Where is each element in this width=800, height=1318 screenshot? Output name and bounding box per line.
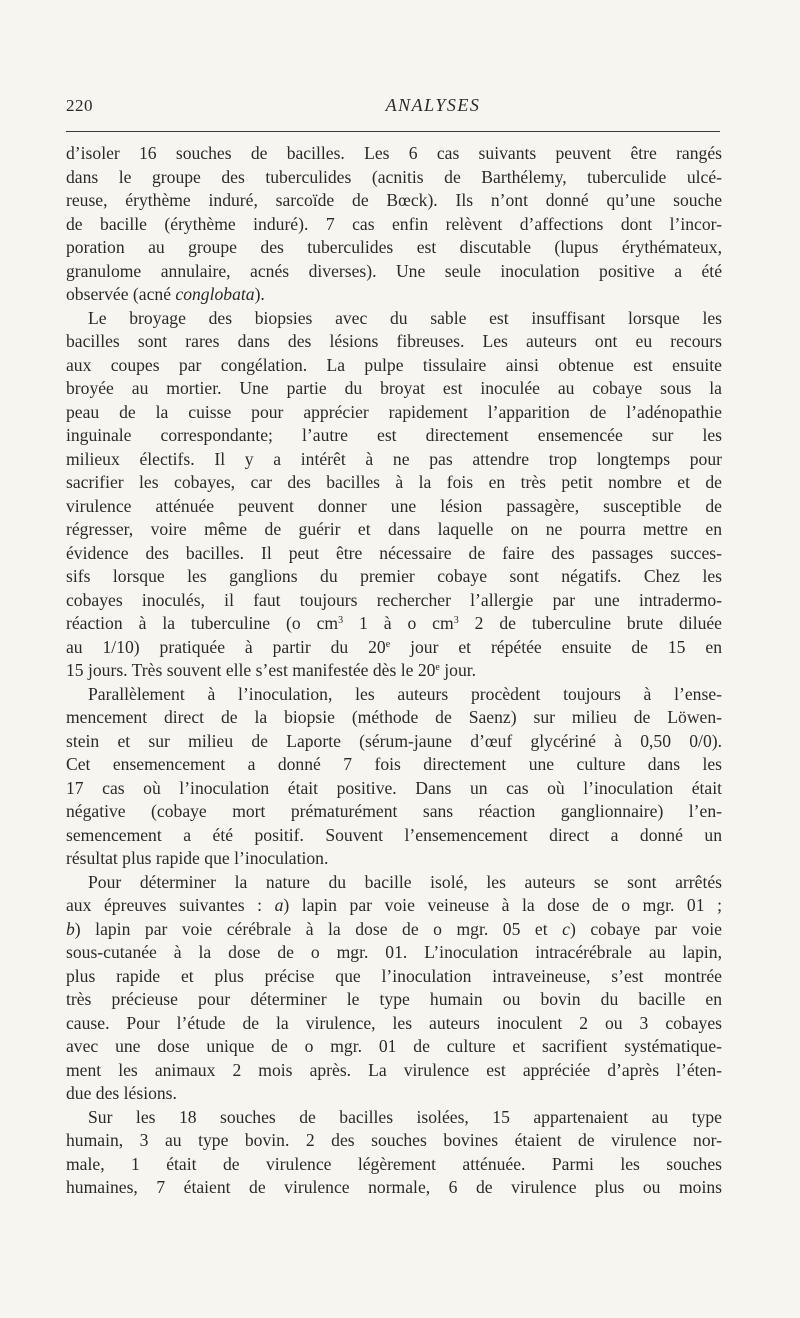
page-number: 220: [66, 96, 93, 115]
text-line: cobayes inoculés, il faut toujours rechercher l’allergie par une intradermo-: [66, 589, 722, 610]
text-run: jour.: [439, 660, 477, 680]
text-line: broyée au mortier. Une partie du broyat est inoculée au cobaye sous la: [66, 378, 722, 398]
text-line: 17 cas où l’inoculation était positive. Dans un cas où l’inoculation était: [66, 777, 722, 798]
text-line: mencement direct de la biopsie (méthode de Saenz) sur milieu de Löwen-: [66, 707, 722, 727]
text-line: très précieuse pour déterminer le type humain ou bovin du bacille en: [66, 989, 722, 1009]
text-run: ).: [254, 284, 265, 304]
italic-term: a: [274, 895, 284, 915]
text-line: due des lésions.: [66, 1083, 177, 1103]
text-run: ) cobaye par voie: [569, 918, 722, 939]
text-line: inguinale correspondante; l’autre est directement ensemencée sur les: [66, 425, 722, 445]
text-run: au 1/10) pratiquée à partir du 20: [66, 636, 386, 657]
text-line: cause. Pour l’étude de la virulence, les auteurs inoculent 2 ou 3 cobayes: [66, 1012, 722, 1033]
text-line: aux coupes par congélation. La pulpe tissulaire ainsi obtenue est ensuite: [66, 354, 722, 375]
text-run: 1 à o cm: [343, 613, 454, 633]
text-line: stein et sur milieu de Laporte (sérum-jaune d’œuf glycériné à 0,50 0/0).: [66, 730, 722, 751]
text-line: [66, 612, 722, 636]
text-run: 2 de tuberculine brute diluée: [458, 613, 722, 633]
text-line: évidence des bacilles. Il peut être nécessaire de faire des passages succes-: [66, 542, 722, 563]
text-line: virulence atténuée peuvent donner une lésion passagère, susceptible de: [66, 495, 722, 516]
superscript: 3: [453, 615, 459, 626]
text-line: male, 1 était de virulence légèrement atténuée. Parmi les souches: [66, 1153, 722, 1174]
running-title: ANALYSES: [385, 95, 481, 115]
text-line: Parallèlement à l’inoculation, les auteurs procèdent toujours à l’ense-: [88, 683, 722, 704]
text-line: milieux électifs. Il y a intérêt à ne pas attendre trop longtemps pour: [66, 448, 722, 469]
text-run: jour et répétée ensuite de 15 en: [390, 636, 722, 657]
text-line: de bacille (érythème induré). 7 cas enfin relèvent d’affections dont l’incor-: [66, 213, 722, 234]
text-line: Le broyage des biopsies avec du sable est insuffisant lorsque les: [88, 307, 722, 328]
italic-term: c: [562, 918, 570, 939]
text-run: 15 jours. Très souvent elle s’est manifestée dès le 20: [66, 660, 436, 680]
text-run: réaction à la tuberculine (o cm: [66, 613, 339, 633]
text-line: bacilles sont rares dans des lésions fibreuses. Les auteurs ont eu recours: [66, 331, 722, 351]
text-line: ment les animaux 2 mois après. La virulence est appréciée d’après l’éten-: [66, 1059, 722, 1080]
italic-term: conglobata: [175, 284, 255, 304]
italic-term: b: [66, 918, 75, 939]
text-line: Sur les 18 souches de bacilles isolées, 15 appartenaient au type: [88, 1106, 722, 1127]
text-line: avec une dose unique de o mgr. 01 de culture et sacrifient systématique-: [66, 1036, 722, 1056]
text-line: humain, 3 au type bovin. 2 des souches bovines étaient de virulence nor-: [66, 1130, 722, 1150]
text-line: reuse, érythème induré, sarcoïde de Bœck). Ils n’ont donné qu’une souche: [66, 190, 722, 210]
superscript: 3: [338, 615, 344, 626]
text-line: résultat plus rapide que l’inoculation.: [66, 848, 329, 868]
body-text: [66, 142, 722, 1200]
text-line: régresser, voire même de guérir et dans laquelle on ne pourra mettre en: [66, 519, 722, 539]
text-run: ) lapin par voie cérébrale à la dose de o mgr. 05 et: [74, 918, 563, 939]
text-line: négative (cobaye mort prématurément sans réaction ganglionnaire) l’en-: [66, 801, 722, 821]
text-line: [66, 283, 722, 307]
text-line: sous-cutanée à la dose de o mgr. 01. L’inoculation intracérébrale au lapin,: [66, 942, 722, 962]
text-line: d’isoler 16 souches de bacilles. Les 6 cas suivants peuvent être rangés: [66, 143, 722, 163]
text-line: plus rapide et plus précise que l’inoculation intraveineuse, s’est montrée: [66, 965, 722, 986]
text-line: sacrifier les cobayes, car des bacilles à la fois en très petit nombre et de: [66, 472, 722, 492]
text-line: dans le groupe des tuberculides (acnitis de Barthélemy, tuberculide ulcé-: [66, 166, 722, 187]
superscript: e: [435, 662, 440, 673]
text-line: [66, 894, 722, 918]
text-run: ) lapin par voie veineuse à la dose de o mgr. 01 ;: [283, 895, 722, 915]
text-run: aux épreuves suivantes :: [66, 895, 275, 915]
text-line: peau de la cuisse pour apprécier rapidement l’apparition de l’adénopathie: [66, 401, 722, 422]
text-line: humaines, 7 étaient de virulence normale, 6 de virulence plus ou moins: [66, 1177, 722, 1197]
text-line: poration au groupe des tuberculides est discutable (lupus érythémateux,: [66, 237, 722, 257]
header-rule: [66, 131, 720, 132]
superscript: e: [385, 638, 391, 650]
text-line: [66, 659, 722, 683]
page-header: [66, 96, 720, 124]
text-line: Cet ensemencement a donné 7 fois directement une culture dans les: [66, 754, 722, 774]
text-run: observée (acné: [66, 284, 176, 304]
text-line: granulome annulaire, acnés diverses). Une seule inoculation positive a été: [66, 260, 722, 281]
text-line: [66, 918, 722, 942]
text-line: sifs lorsque les ganglions du premier cobaye sont négatifs. Chez les: [66, 566, 722, 586]
text-line: Pour déterminer la nature du bacille isolé, les auteurs se sont arrêtés: [88, 871, 722, 892]
text-line: semencement a été positif. Souvent l’ensemencement direct a donné un: [66, 824, 722, 845]
text-line: [66, 636, 722, 660]
